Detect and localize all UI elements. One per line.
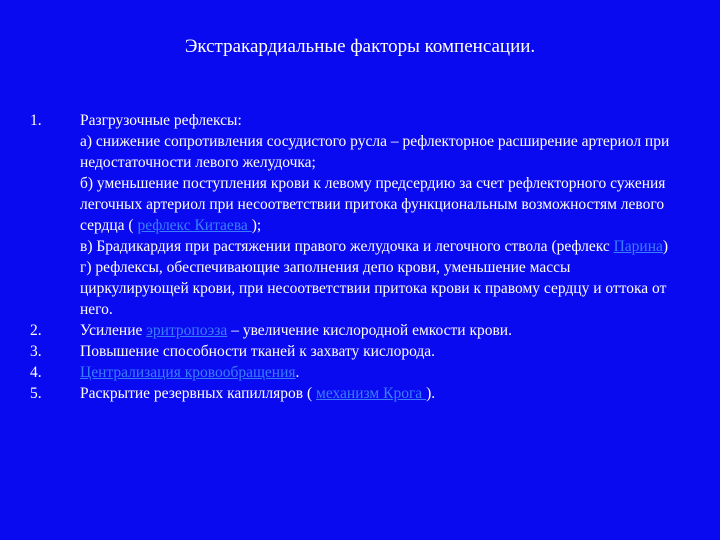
item-number: 2. [30,322,42,339]
sub-item-a-text: а) снижение сопротивления сосудистого русла – рефлекторное расширение артериол при недостаточности левого желудочка; [80,133,670,171]
slide-title: Экстракардиальные факторы компенсации. [184,36,536,57]
list-item-5 [30,383,670,404]
sub-item-b-text-after: ); [251,217,262,234]
sub-item-c-text: в) Брадикардия при растяжении правого желудочка и легочного ствола (рефлекс [80,238,614,255]
erythropoiesis-link[interactable]: эритропоэза [146,322,228,339]
item-text: Усиление [80,322,147,339]
item-number: 3. [30,343,42,360]
item-text-after: ). [426,385,436,402]
centralization-link[interactable]: Централизация кровообращения [80,364,296,381]
item-text-after: – увеличение кислородной емкости крови. [227,322,512,339]
item-body [80,383,670,404]
krogh-mechanism-link[interactable]: механизм Крога [316,385,427,402]
sub-item-b [80,173,670,236]
item-number: 4. [30,364,42,381]
kitaev-reflex-link[interactable]: рефлекс Китаева [137,217,252,234]
sub-item-d [80,257,670,320]
item-body [80,320,670,341]
item-text-after: . [295,364,300,381]
item-number: 1. [30,112,42,129]
sub-item-d-text: г) рефлексы, обеспечивающие заполнения депо крови, уменьшение массы циркулирующей крови, при несоответствии притока крови к правому сердцу и оттока от него. [80,259,667,318]
sub-item-b-text: б) уменьшение поступления крови к левому предсердию за счет рефлекторного сужения легочных артериол при несоответствии притока функциональным возможностям левого сердца ( [80,175,666,234]
item-text: Раскрытие резервных капилляров ( [80,385,317,402]
numbered-list [30,110,670,404]
sub-item-a [80,131,670,173]
item-body [80,341,670,362]
list-item-3 [30,341,670,362]
list-item-4 [30,362,670,383]
parin-link[interactable]: Парина [613,238,663,255]
item-number: 5. [30,385,42,402]
item-body [80,362,670,383]
item-heading: Разгрузочные рефлексы: [80,112,242,129]
sub-item-c-text-after: ) [662,238,669,255]
sub-item-c [80,236,670,257]
list-item-1 [30,110,670,320]
item-text: Повышение способности тканей к захвату кислорода. [80,343,436,360]
item-body [80,110,670,320]
list-item-2 [30,320,670,341]
